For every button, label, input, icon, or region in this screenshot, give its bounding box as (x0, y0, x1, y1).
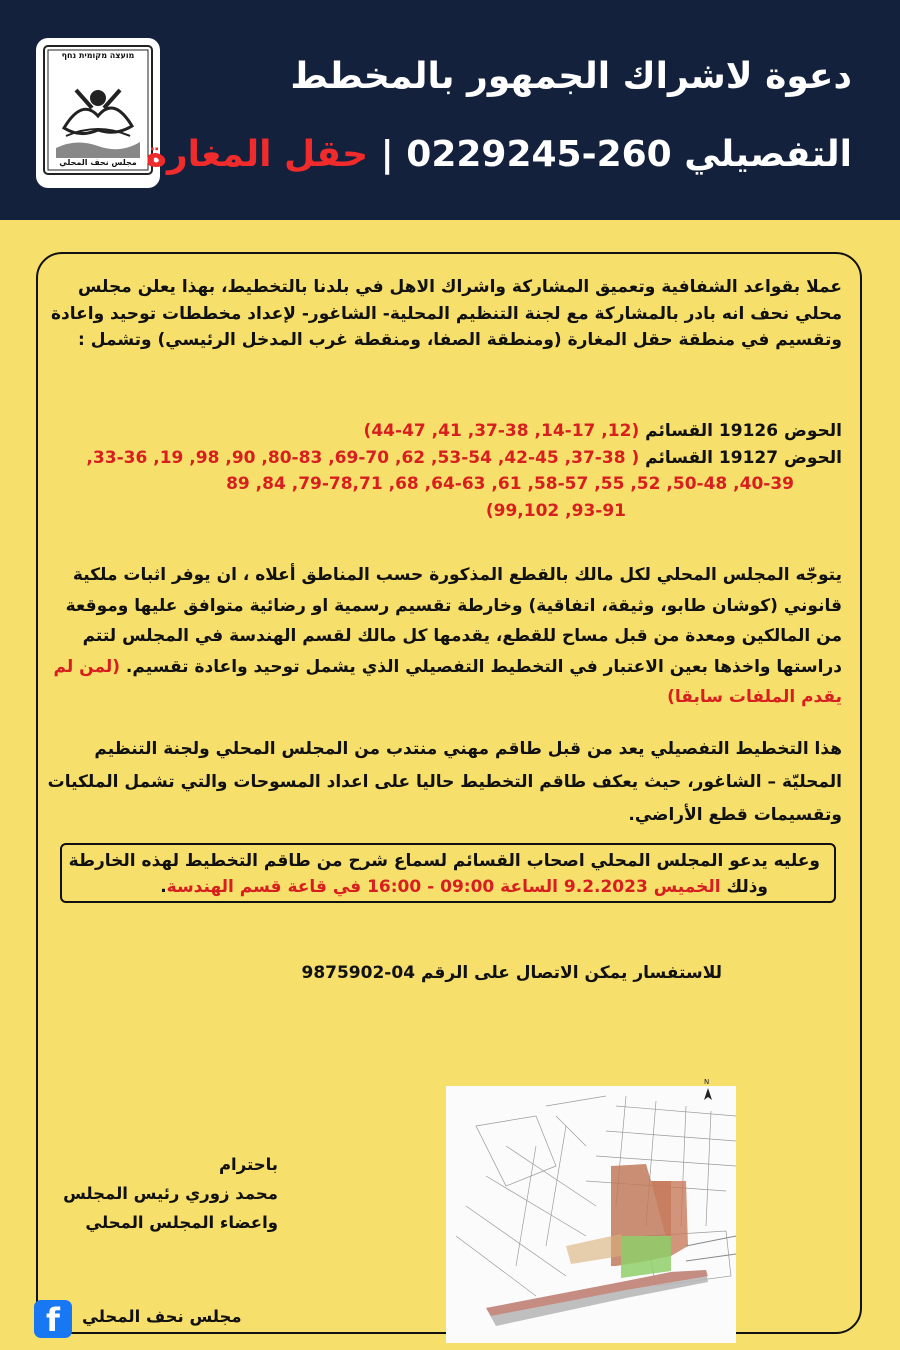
meeting-datetime: 9.2.2023 الساعة 09:00 - 16:00 (367, 877, 648, 897)
plots-list (42, 418, 842, 524)
meeting-day: الخميس (653, 877, 721, 897)
block-19126: الحوض 19126 القسائم (12, 17-14, 38-37, 41, 47-44) (363, 421, 842, 441)
meeting-location: في قاعة قسم الهندسة (166, 877, 362, 897)
contact-line: للاستفسار يمكن الاتصال على الرقم 04-9875902 (301, 963, 722, 983)
area-name: حقل المغارة (145, 134, 369, 175)
block-19127-line2: 40-39, 50-48, 52, 55, 58-57, 61, 64-63, 68, 79-78,71, 84, 89 (226, 474, 794, 494)
facebook-page-name[interactable]: مجلس نحف المحلي (82, 1307, 242, 1326)
logo-bottom-text: مجلس نحف المحلي (59, 158, 137, 167)
signature-block: باحترام محمد زوري رئيس المجلس واعضاء المجلس المحلي (63, 1155, 278, 1232)
facebook-icon[interactable]: f (34, 1300, 72, 1338)
block-19127-line3: 93-91, 99,102) (485, 500, 626, 521)
plan-number: التفصيلي 260-0229245 | (380, 134, 852, 175)
planning-paragraph: هذا التخطيط التفصيلي يعد من قبل طاقم مهني منتدب من المجلس المحلي ولجنة التنظيم المحليّة – الشاغور، حيث يعكف طاقم التخطيط حاليا على اعداد المسوحات والتي تشمل الملكيات وتقسيمات قطع الأراضي. (47, 739, 842, 825)
title-line-1: دعوة لاشراك الجمهور بالمخطط (290, 56, 852, 97)
map-image (446, 1078, 736, 1343)
block-19127: الحوض 19127 القسائم ( 38-37, 45-42, 54-53, 62, 70-69, 83-80, 90, 98, 19, 36-33, (86, 447, 842, 468)
intro-paragraph: عملا بقواعد الشفافية وتعميق المشاركة واشراك الاهل في بلدنا بالتخطيط، بهذا يعلن مجلس محلي نحف انه بادر بالمشاركة مع لجنة التنظيم المحلية- الشاغور- لإعداد مخططات توحيد واعادة وتقسيم في منطقة حقل المغارة (ومنطقة الصفا، ومنقطة غرب المدخل الرئيسي) وتشمل : (50, 277, 842, 350)
logo-top-text: מועצה מקומית נחף (61, 51, 135, 60)
site-map (446, 1078, 736, 1343)
header-banner (0, 0, 900, 220)
council-logo (36, 38, 160, 188)
north-arrow-label: N (704, 1078, 710, 1086)
owners-highlight: (لمن لم يقدم الملفات سابقا) (53, 656, 842, 707)
owners-paragraph: يتوجّه المجلس المحلي لكل مالك بالقطع المذكورة حسب المناطق أعلاه ، ان يوفر اثبات ملكية قانوني (كوشان طابو، وثيقة، اتفاقية) وخارطة تقسيم رسمية او رضائية متوافق عليها وموقعة من المالكين ومعدة من قبل مساح للقطع، يقدمها كل مالك لقسم الهندسة في المجلس لتتم دراستها واخذها بعين الاعتبار في التخطيط التفصيلي الذي يشمل توحيد واعادة تقسيم. (لمن لم يقدم الملفات سابقا) (53, 565, 842, 707)
title-line-2 (146, 134, 852, 175)
invite-text: وعليه يدعو المجلس المحلي اصحاب القسائم لسماع شرح من طاقم التخطيط لهذه الخارطة وذلك الخميس 9.2.2023 الساعة 09:00 - 16:00 في قاعة قسم الهندسة. (68, 851, 820, 897)
